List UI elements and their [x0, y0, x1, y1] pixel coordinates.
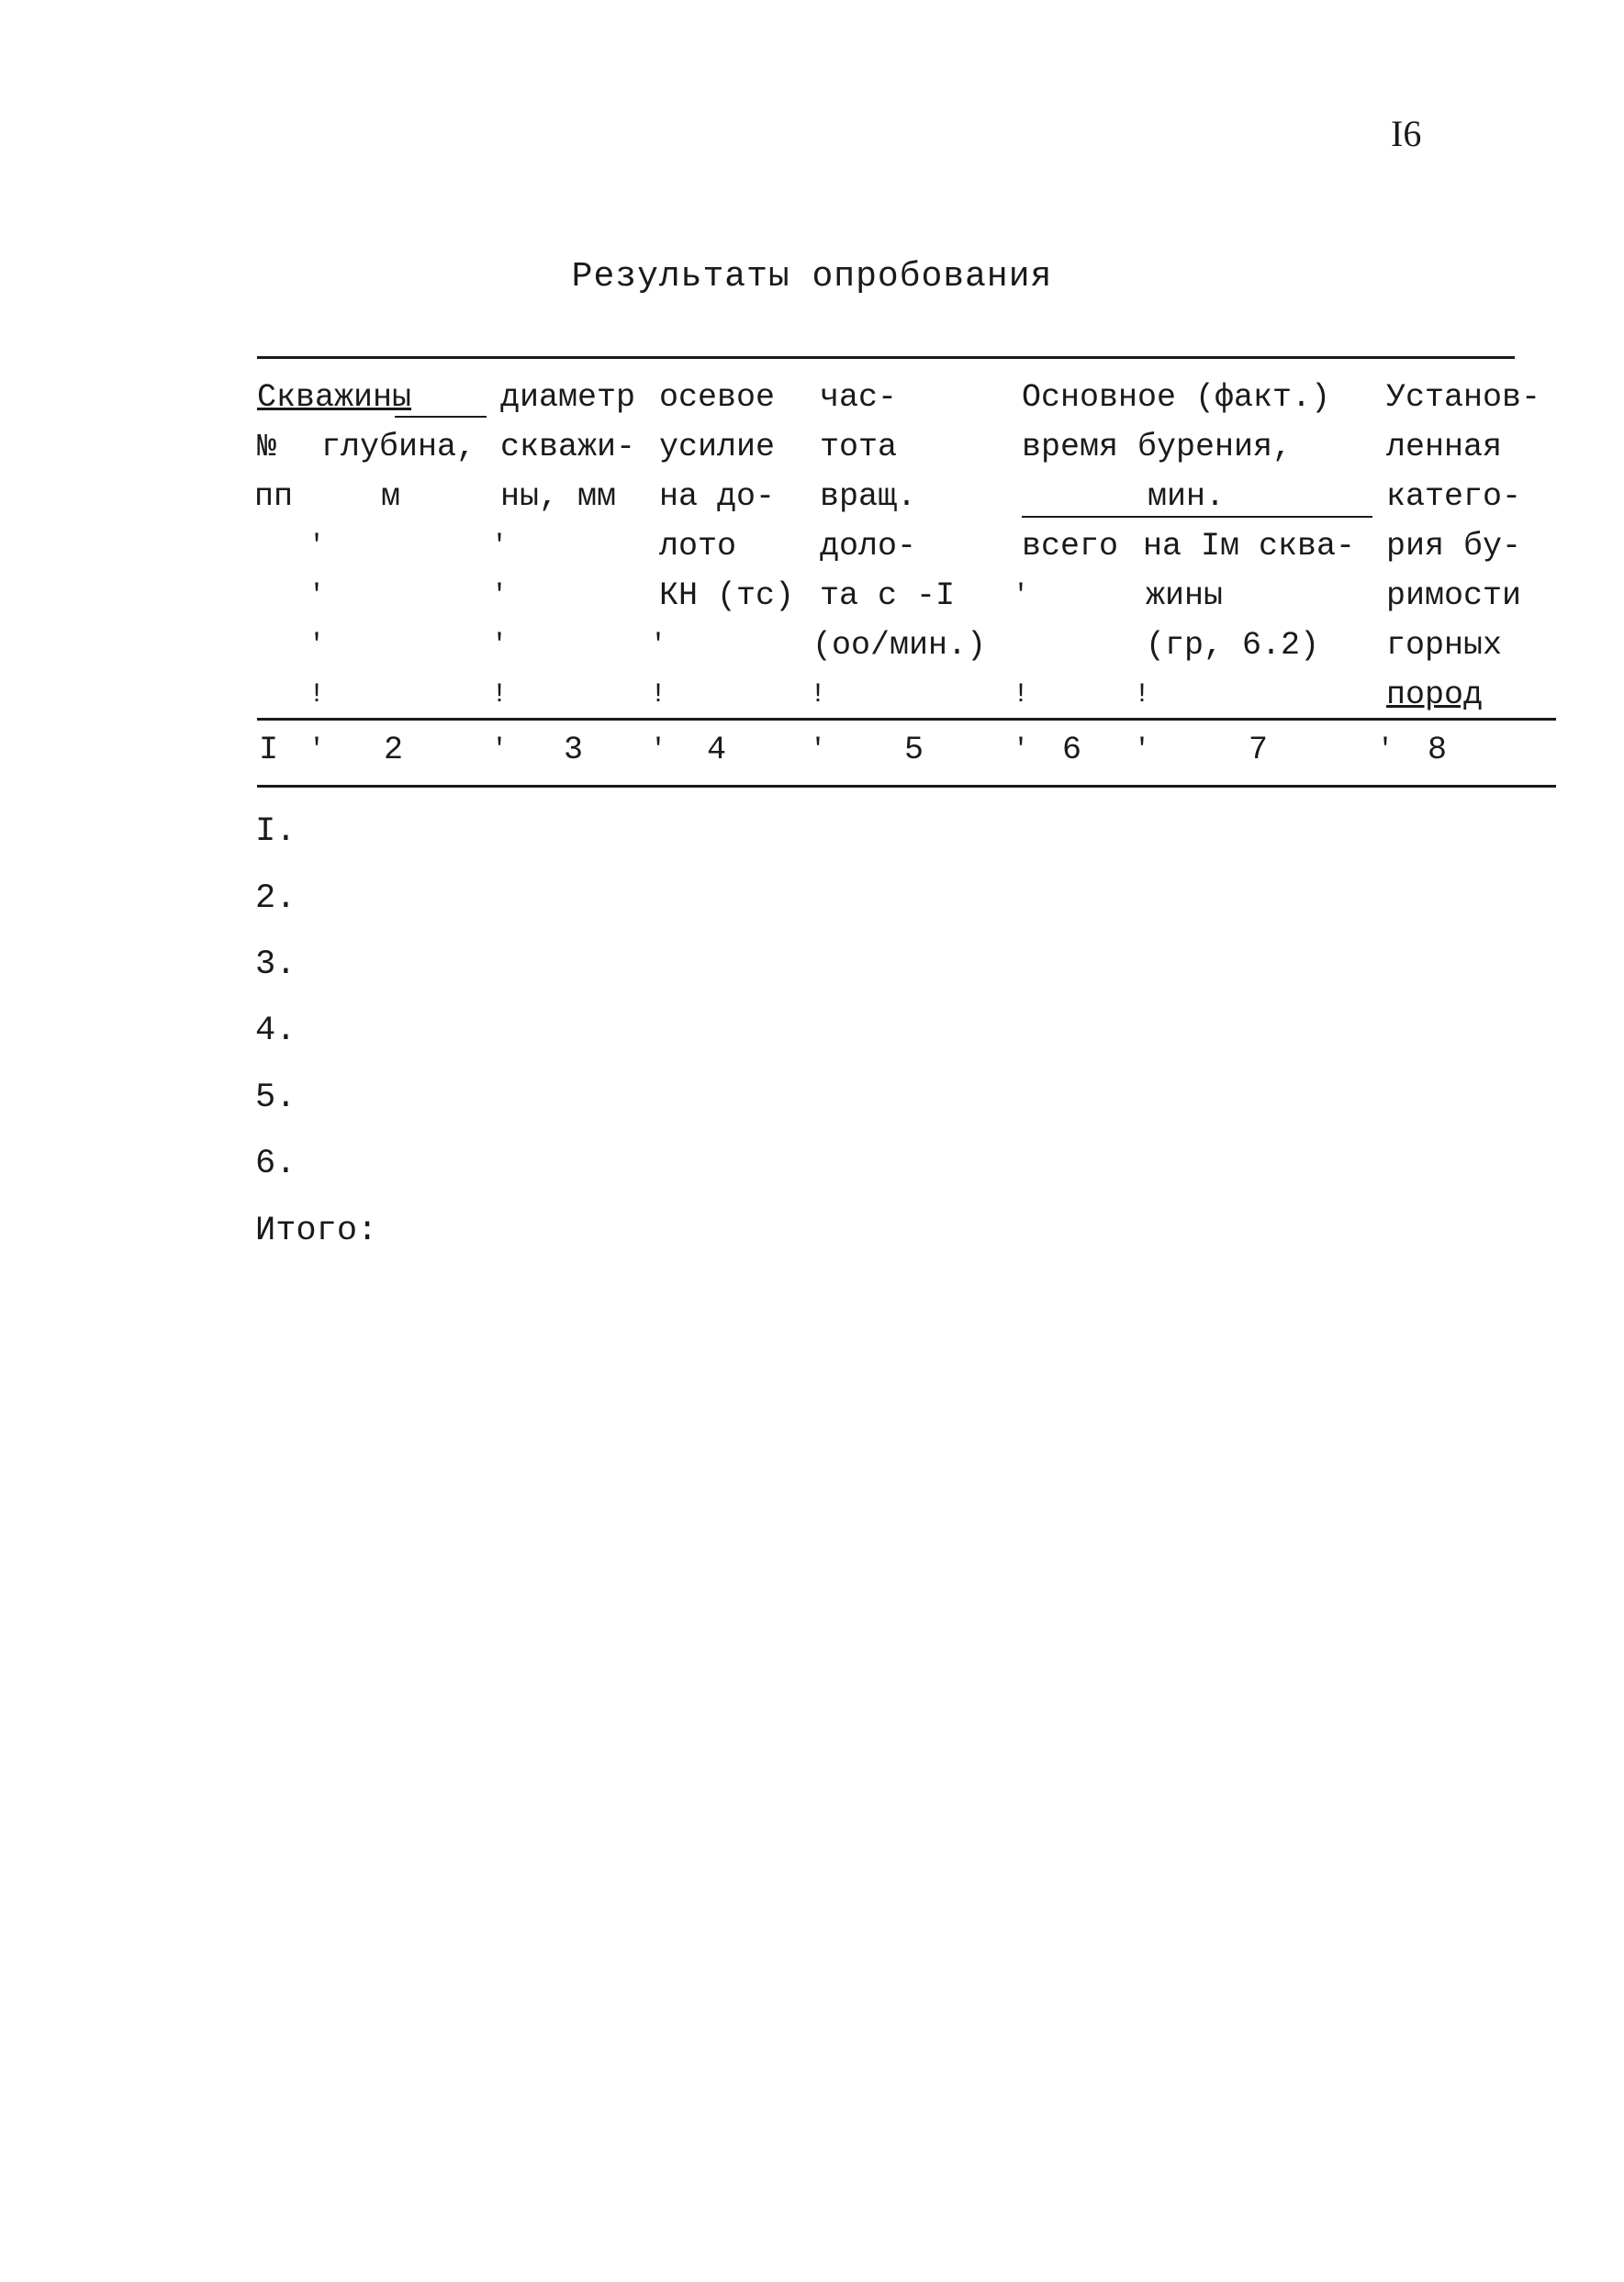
list-item: I. — [255, 812, 297, 851]
list-item: 4. — [255, 1012, 297, 1050]
header-total-time: всего — [1022, 528, 1119, 565]
header-category-line-4: рия бу- — [1386, 528, 1522, 565]
column-number-7: 7 — [1249, 732, 1269, 768]
header-number-sign: № — [257, 429, 277, 465]
header-diameter-line-1: диаметр — [500, 379, 636, 416]
list-item: 6. — [255, 1145, 297, 1183]
separator-tick: ' — [1013, 734, 1030, 766]
separator-tick: ' — [491, 734, 509, 766]
separator-tick: ' — [308, 630, 326, 661]
column-number-8: 8 — [1428, 732, 1448, 768]
header-depth-line-1: глубина, — [321, 429, 476, 465]
separator-tick: ' — [1134, 734, 1151, 766]
separator-tick: ! — [1013, 679, 1030, 710]
list-item: 3. — [255, 945, 297, 984]
separator-tick: ' — [1013, 580, 1030, 611]
wells-group-underline — [395, 416, 487, 418]
header-rotation-line-2: тота — [820, 429, 898, 465]
top-rule — [257, 356, 1515, 359]
header-rotation-line-1: час- — [820, 379, 898, 416]
header-axial-load-line-2: усилие — [659, 429, 776, 465]
separator-tick: ' — [491, 630, 509, 661]
separator-tick: ' — [810, 734, 827, 766]
column-number-2: 2 — [384, 732, 404, 768]
header-wells-group: Скважины — [257, 379, 412, 416]
separator-tick: ! — [491, 679, 509, 710]
header-category-line-2: ленная — [1386, 429, 1503, 465]
document-title: Результаты опробования — [571, 257, 1053, 296]
header-rotation-line-5: та с -I — [820, 577, 956, 614]
header-drilling-time-line-1: Основное (факт.) — [1022, 379, 1331, 416]
header-depth-line-2: м — [381, 478, 401, 515]
header-axial-load-line-4: лото — [659, 528, 737, 565]
separator-tick: ' — [650, 734, 667, 766]
column-number-6: 6 — [1062, 732, 1082, 768]
header-axial-load-line-5: КН (тс) — [659, 577, 795, 614]
drilling-time-underline — [1022, 516, 1372, 518]
column-numbers-bottom-rule — [257, 785, 1556, 788]
list-item: 2. — [255, 879, 297, 918]
separator-tick: ' — [308, 580, 326, 611]
list-item: 5. — [255, 1079, 297, 1117]
header-rotation-line-3: вращ. — [820, 478, 917, 515]
header-rotation-line-6: (оо/мин.) — [812, 627, 987, 664]
separator-tick: ! — [1134, 679, 1151, 710]
separator-tick: ' — [491, 580, 509, 611]
separator-tick: ' — [491, 531, 509, 562]
header-bottom-rule — [257, 718, 1556, 721]
separator-tick: ! — [810, 679, 827, 710]
header-pp: пп — [254, 478, 294, 515]
header-per-meter-line-2: жины — [1146, 577, 1224, 614]
column-number-1: I — [259, 732, 279, 768]
column-number-3: 3 — [564, 732, 584, 768]
page-number: I6 — [1391, 113, 1422, 154]
separator-tick: ' — [1377, 734, 1394, 766]
header-axial-load-line-1: осевое — [659, 379, 776, 416]
header-category-line-5: римости — [1386, 577, 1522, 614]
header-per-meter-line-1: на Iм сква- — [1143, 528, 1356, 565]
header-category-line-1: Установ- — [1386, 379, 1541, 416]
separator-tick: ! — [308, 679, 326, 710]
header-rotation-line-4: доло- — [820, 528, 917, 565]
header-diameter-line-3: ны, мм — [500, 478, 617, 515]
header-drilling-time-line-3: мин. — [1148, 478, 1226, 515]
header-diameter-line-2: скважи- — [500, 429, 636, 465]
header-category-line-6: горных — [1386, 627, 1503, 664]
column-number-4: 4 — [707, 732, 727, 768]
separator-tick: ' — [308, 531, 326, 562]
header-category-line-3: катего- — [1386, 478, 1522, 515]
total-label: Итого: — [255, 1212, 378, 1250]
header-drilling-time-line-2: время бурения, — [1022, 429, 1293, 465]
header-per-meter-line-3: (гр, 6.2) — [1146, 627, 1320, 664]
separator-tick: ' — [308, 734, 326, 766]
separator-tick: ' — [650, 630, 667, 661]
header-category-line-7: пород — [1386, 677, 1484, 713]
column-number-5: 5 — [904, 732, 924, 768]
header-axial-load-line-3: на до- — [659, 478, 776, 515]
separator-tick: ! — [650, 679, 667, 710]
